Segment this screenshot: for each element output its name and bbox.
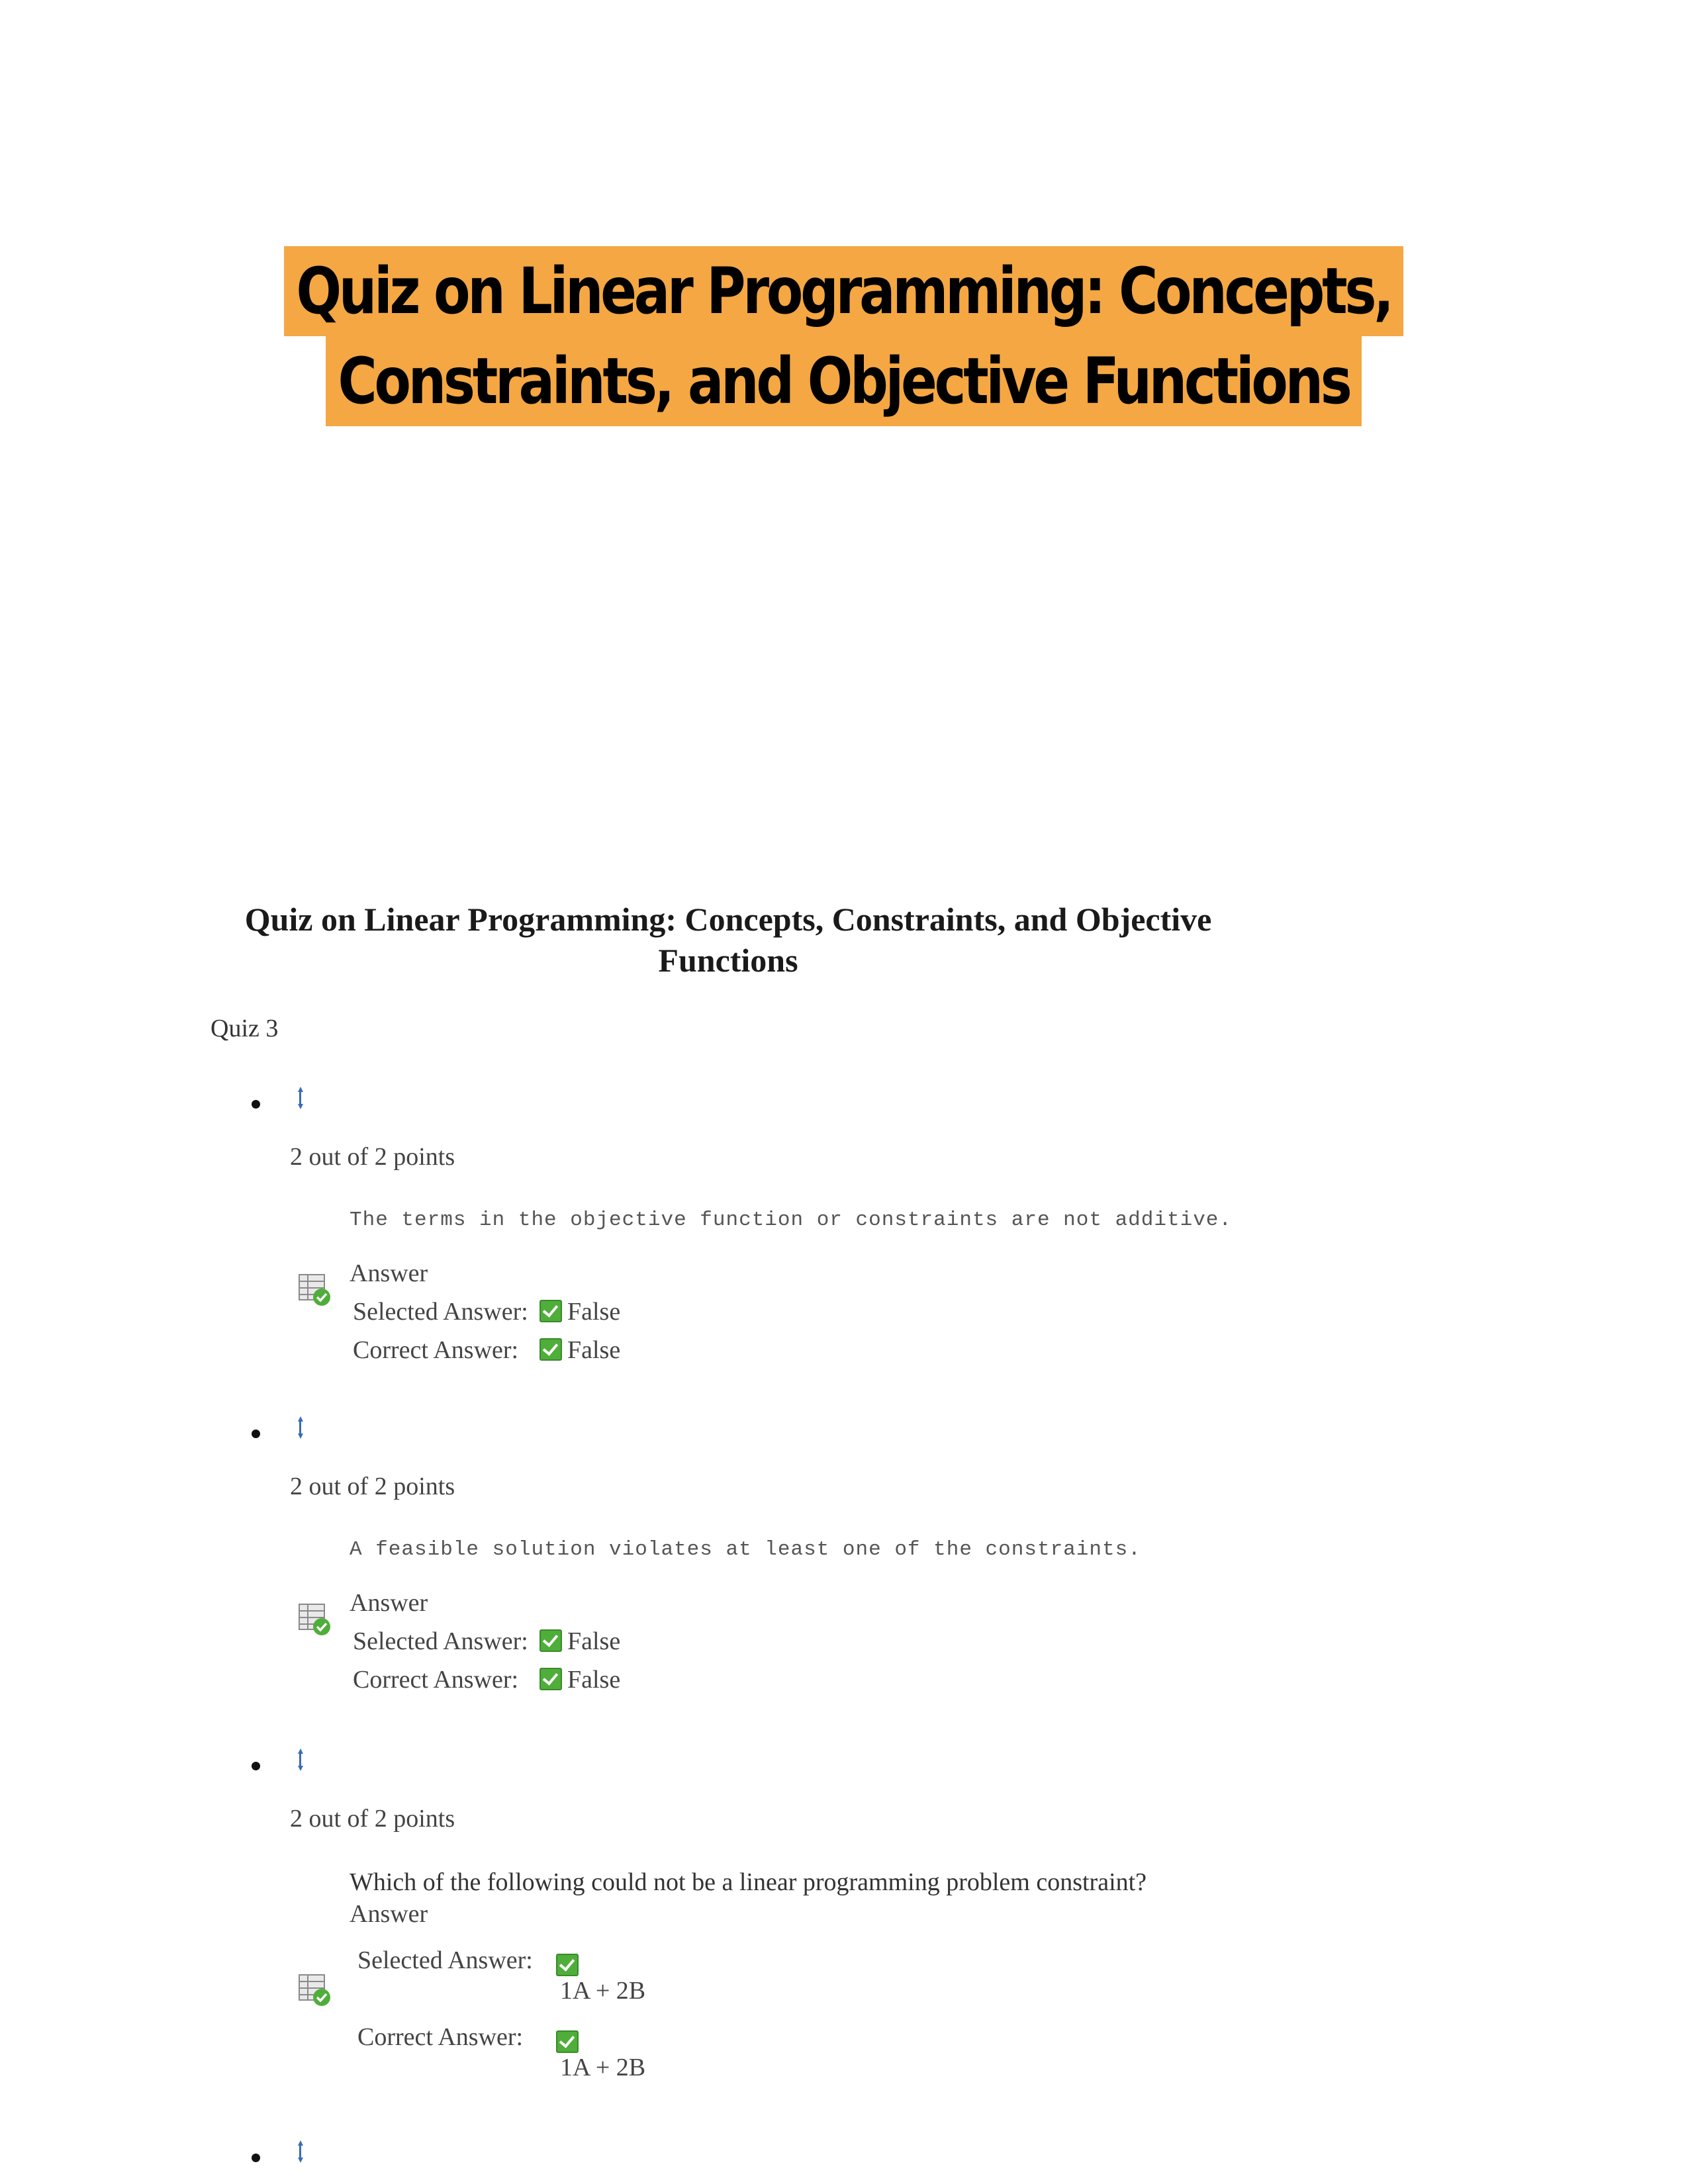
selected-answer-label: Selected Answer: (353, 1627, 528, 1655)
banner-title-line-1: Quiz on Linear Programming: Concepts, (284, 246, 1403, 336)
quiz-label: Quiz 3 (211, 1015, 279, 1042)
bullet-icon (252, 2154, 260, 2162)
question-text: The terms in the objective function or constraints are not additive. (350, 1208, 1233, 1232)
selected-answer-value: False (567, 1298, 621, 1326)
correct-answer-value: False (567, 1666, 621, 1694)
question-points: 2 out of 2 points (290, 1473, 455, 1500)
bullet-icon (252, 1100, 260, 1109)
question-heading[interactable] (295, 1743, 314, 1777)
banner-title-line-2: Constraints, and Objective Functions (326, 336, 1362, 426)
correct-answer-row (353, 1336, 620, 1365)
selected-answer-row (353, 1627, 620, 1656)
graded-answer-icon (298, 1272, 332, 1306)
question-points: 2 out of 2 points (290, 1143, 455, 1171)
question-points: 2 out of 2 points (290, 1805, 455, 1833)
selected-answer-label: Selected Answer: (353, 1298, 528, 1326)
answer-label: Answer (350, 1259, 428, 1287)
reorder-icon[interactable] (295, 2140, 305, 2163)
check-icon (539, 1668, 562, 1690)
correct-answer-value: False (567, 1336, 621, 1364)
bullet-icon (252, 1430, 260, 1438)
document-title-line-1: Quiz on Linear Programming: Concepts, Constraints, and Objective (244, 901, 1212, 938)
correct-answer-label: Correct Answer: (353, 1666, 519, 1694)
check-icon (539, 1629, 562, 1652)
selected-answer-label: Selected Answer: (357, 1946, 533, 1974)
document-title-line-2: Functions (658, 942, 798, 979)
question-heading[interactable] (295, 1411, 314, 1445)
answer-label: Answer (350, 1589, 428, 1617)
banner-title (0, 246, 1688, 426)
reorder-icon[interactable] (295, 1749, 305, 1771)
selected-answer-row (353, 1297, 620, 1326)
check-icon (556, 1954, 579, 1976)
correct-answer-label: Correct Answer: (353, 1336, 519, 1364)
check-icon (539, 1338, 562, 1361)
correct-answer-label: Correct Answer: (357, 2023, 524, 2051)
check-icon (539, 1300, 562, 1322)
reorder-icon[interactable] (295, 1416, 305, 1439)
selected-answer-value: False (567, 1627, 621, 1655)
bullet-icon (252, 1762, 260, 1770)
question-heading[interactable] (295, 1081, 314, 1115)
graded-answer-icon (298, 1602, 332, 1636)
question-text: Which of the following could not be a linear programming problem constraint? (350, 1868, 1147, 1896)
reorder-icon[interactable] (295, 1087, 305, 1109)
answer-label: Answer (350, 1900, 428, 1928)
question-text: A feasible solution violates at least one of the constraints. (350, 1538, 1141, 1561)
document-title (199, 899, 1258, 981)
check-icon (556, 2030, 579, 2053)
correct-answer-value: 1A + 2B (560, 2054, 646, 2081)
selected-answer-value: 1A + 2B (560, 1977, 646, 2005)
correct-answer-row (353, 1665, 620, 1694)
graded-answer-icon (298, 1972, 332, 2007)
question-heading[interactable] (295, 2135, 314, 2169)
